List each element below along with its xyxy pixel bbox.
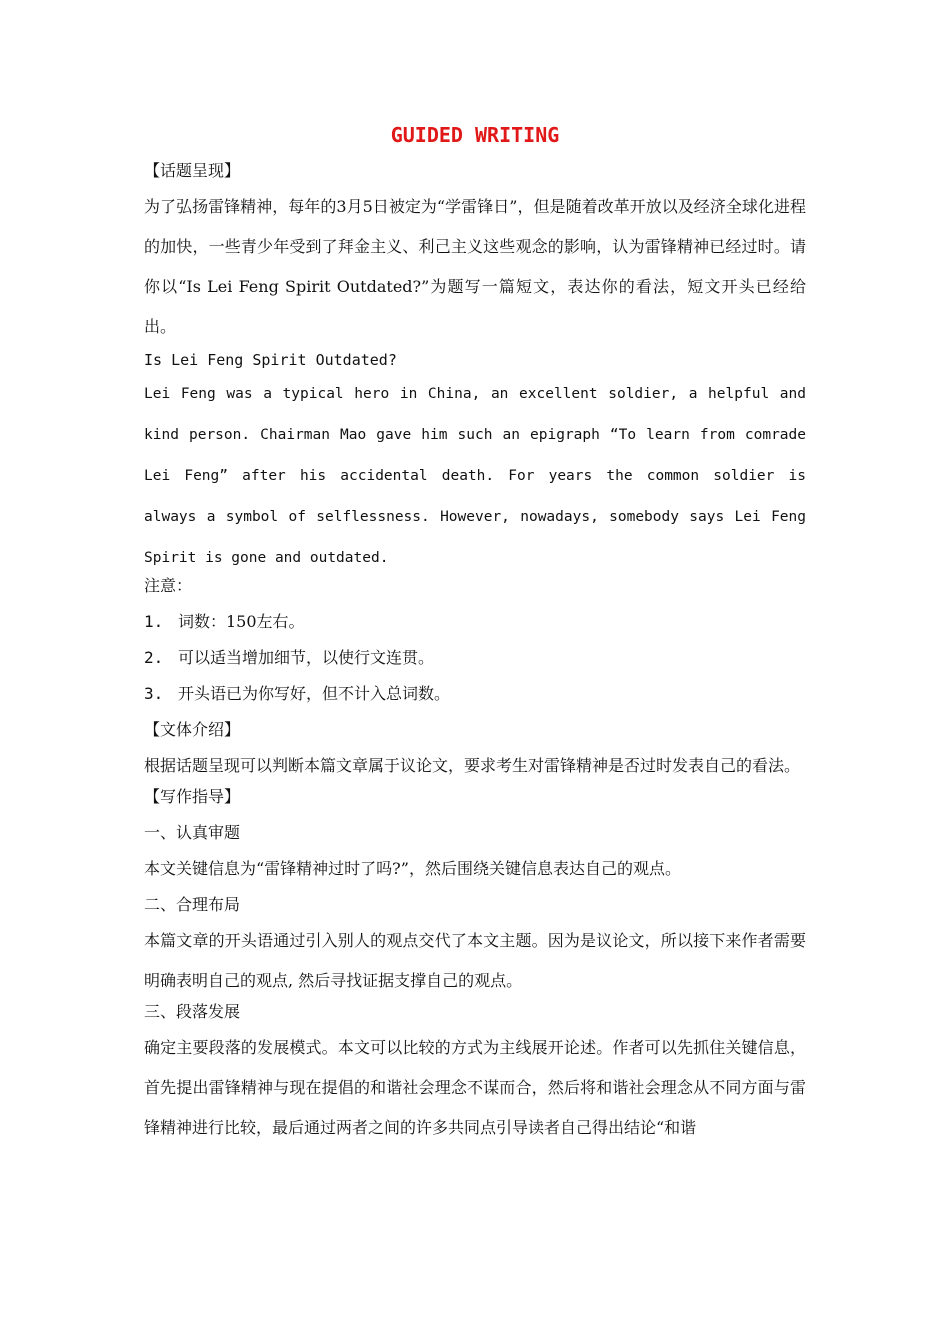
section-heading-genre: 【文体介绍】 — [144, 720, 241, 739]
note-number: 2. — [144, 648, 164, 667]
document-body — [144, 160, 806, 1146]
guide-step-title: 二、合理布局 — [144, 895, 241, 914]
notes-label: 注意： — [144, 576, 193, 595]
guide-step-title: 三、段落发展 — [144, 1002, 241, 1021]
guide-step-text: 本文关键信息为“雷锋精神过时了吗?”，然后围绕关键信息表达自己的观点。 — [144, 859, 681, 878]
note-item — [144, 611, 806, 633]
note-text: 词数：150左右。 — [178, 612, 305, 631]
note-item — [144, 647, 806, 669]
note-text: 开头语已为你写好，但不计入总词数。 — [178, 684, 451, 703]
document-title: GUIDED WRITING — [390, 123, 560, 147]
note-item — [144, 683, 806, 705]
section-heading-topic: 【话题呈现】 — [144, 161, 241, 180]
guide-step-title: 一、认真审题 — [144, 823, 241, 842]
genre-paragraph: 根据话题呈现可以判断本篇文章属于议论文，要求考生对雷锋精神是否过时发表自己的看法。 — [144, 756, 801, 775]
essay-opening: Lei Feng was a typical hero in China, an excellent soldier, a helpful and kind person. Chairman Mao gave him such an epigraph “To learn from comrade Lei Feng” after his accidental death. For years the common soldier is always a symbol of selflessness. However, nowadays, somebody says Lei Feng Spirit is gone and outdated. — [144, 386, 806, 566]
note-number: 3. — [144, 684, 164, 703]
note-text: 可以适当增加细节，以使行文连贯。 — [178, 648, 435, 667]
section-heading-guide: 【写作指导】 — [144, 787, 241, 806]
essay-title: Is Lei Feng Spirit Outdated? — [144, 351, 397, 369]
topic-paragraph: 为了弘扬雷锋精神，每年的3月5日被定为“学雷锋日”，但是随着改革开放以及经济全球化进程的加快，一些青少年受到了拜金主义、利己主义这些观念的影响，认为雷锋精神已经过时。请你以“Is Lei Feng Spirit Outdated?”为题写一篇短文，表达你的看法，短文开头已经给出。 — [144, 197, 806, 336]
guide-step-text: 确定主要段落的发展模式。本文可以比较的方式为主线展开论述。作者可以先抓住关键信息，首先提出雷锋精神与现在提倡的和谐社会理念不谋而合，然后将和谐社会理念从不同方面与雷锋精神进行比较，最后通过两者之间的许多共同点引导读者自己得出结论“和谐 — [144, 1038, 806, 1137]
guide-step-text: 本篇文章的开头语通过引入别人的观点交代了本文主题。因为是议论文，所以接下来作者需要明确表明自己的观点, 然后寻找证据支撑自己的观点。 — [144, 931, 806, 990]
note-number: 1. — [144, 612, 164, 631]
